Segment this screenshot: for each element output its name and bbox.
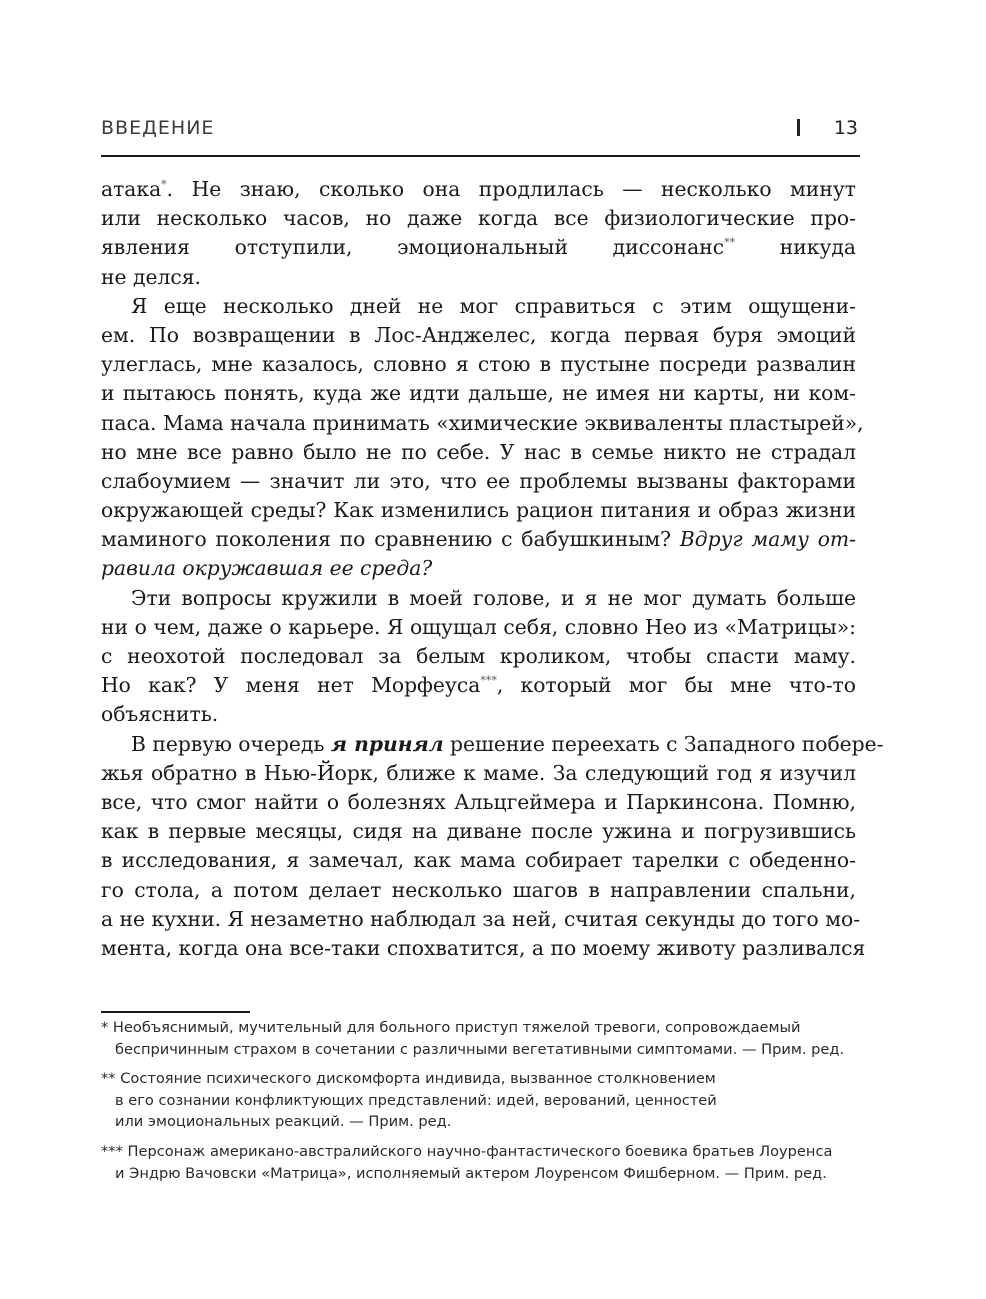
footnote-rule (101, 1011, 250, 1013)
page-number: 13 (833, 117, 858, 139)
text-line (101, 525, 856, 554)
text-run: маминого поколения по сравнению с бабушкиным? (101, 527, 680, 552)
footnote-1 (101, 1017, 861, 1060)
footnote-line: ** Состояние психического дискомфорта индивида, вызванное столкновением (101, 1070, 716, 1087)
text-line: но мне все равно было не по себе. У нас в семье никто не страдал (101, 439, 856, 464)
text-line: окружающей среды? Как изменились рацион питания и образ жизни (101, 498, 856, 523)
text-run: атака (101, 177, 162, 201)
text-run: решение переехать с Западного побере- (443, 731, 884, 756)
main-text (101, 175, 884, 963)
footnote-marker[interactable]: *** (480, 674, 497, 688)
text-line (101, 730, 884, 759)
text-line (101, 671, 856, 700)
footnote-line: беспричинным страхом в сочетании с различными вегетативными симптомами. — Прим. ред. (115, 1040, 845, 1058)
text-line: все, что смог найти о болезнях Альцгеймера и Паркинсона. Помню, (101, 789, 856, 814)
text-line (101, 554, 856, 583)
text-line: с неохотой последовал за белым кроликом, чтобы спасти маму. (101, 644, 856, 668)
text-run: В первую очередь (131, 731, 331, 756)
text-run: . Не знаю, сколько она продлилась — несколько минут (166, 177, 856, 201)
text-line: мента, когда она все-таки спохватится, а по моему животу разливался (101, 935, 866, 960)
text-line: или несколько часов, но даже когда все физиологические про- (101, 206, 856, 231)
text-run: Но как? У меня нет Морфеуса (101, 673, 481, 698)
paragraph-3 (101, 584, 856, 730)
text-line: Эти вопросы кружили в моей голове, и я не мог думать больше (131, 585, 856, 610)
text-line: улеглась, мне казалось, словно я стою в пустыне посреди развалин (101, 352, 856, 377)
text-line: не делся. (101, 264, 201, 289)
section-title: ВВЕДЕНИЕ (101, 117, 215, 139)
text-run: явления отступили, эмоциональный диссонанс (101, 235, 725, 260)
text-line: и пытаюсь понять, куда же идти дальше, не имея ни карты, ни ком- (101, 381, 856, 406)
header-rule (101, 155, 860, 157)
text-line: ни о чем, даже о карьере. Я ощущал себя, словно Нео из «Матрицы»: (101, 614, 856, 639)
text-line: жья обратно в Нью-Йорк, ближе к маме. За следующий год я изучил (101, 760, 856, 785)
footnote-marker[interactable]: * (161, 178, 167, 191)
footnote-line: * Необъяснимый, мучительный для больного приступ тяжелой тревоги, сопровождаемый (101, 1019, 801, 1036)
footnote-line: в его сознании конфликтующих представлений: идей, верований, ценностей (115, 1091, 717, 1109)
footnote-2 (101, 1068, 861, 1133)
text-line: слабоумием — значит ли это, что ее проблемы вызваны факторами (101, 468, 856, 493)
text-line: го стола, а потом делает несколько шагов в направлении спальни, (101, 877, 856, 902)
text-line: ем. По возвращении в Лос-Анджелес, когда первая буря эмоций (101, 322, 856, 347)
footnote-3 (101, 1141, 861, 1184)
footnote-marker[interactable]: ** (724, 236, 736, 250)
text-line (101, 175, 856, 204)
text-run: никуда (735, 235, 856, 260)
text-line: а не кухни. Я незаметно наблюдал за ней, считая секунды до того мо- (101, 906, 861, 931)
text-run: , который мог бы мне что-то (496, 673, 856, 698)
text-line: Я еще несколько дней не мог справиться с этим ощущени- (131, 293, 856, 318)
paragraph-4 (101, 730, 884, 964)
italic-text: Вдруг маму от- (679, 527, 856, 552)
text-line: паса. Мама начала принимать «химические эквиваленты пластырей», (101, 410, 864, 435)
paragraph-1 (101, 175, 856, 292)
italic-text: равила окружавшая ее среда? (101, 556, 433, 581)
text-line: в исследования, я замечал, как мама собирает тарелки с обеденно- (101, 848, 856, 873)
footnote-line: и Эндрю Вачовски «Матрица», исполняемый актером Лоуренсом Фишберном. — Прим. ред. (115, 1164, 827, 1182)
header-separator (797, 119, 800, 136)
bold-italic-text: я принял (330, 731, 444, 756)
text-line: как в первые месяцы, сидя на диване после ужина и погрузившись (101, 819, 856, 844)
text-line: объяснить. (101, 702, 219, 727)
footnote-line: *** Персонаж американо-австралийского научно-фантастического боевика братьев Лоуренса (101, 1143, 833, 1160)
paragraph-2 (101, 292, 864, 584)
text-line (101, 233, 856, 262)
footnote-line: или эмоциональных реакций. — Прим. ред. (115, 1113, 452, 1130)
